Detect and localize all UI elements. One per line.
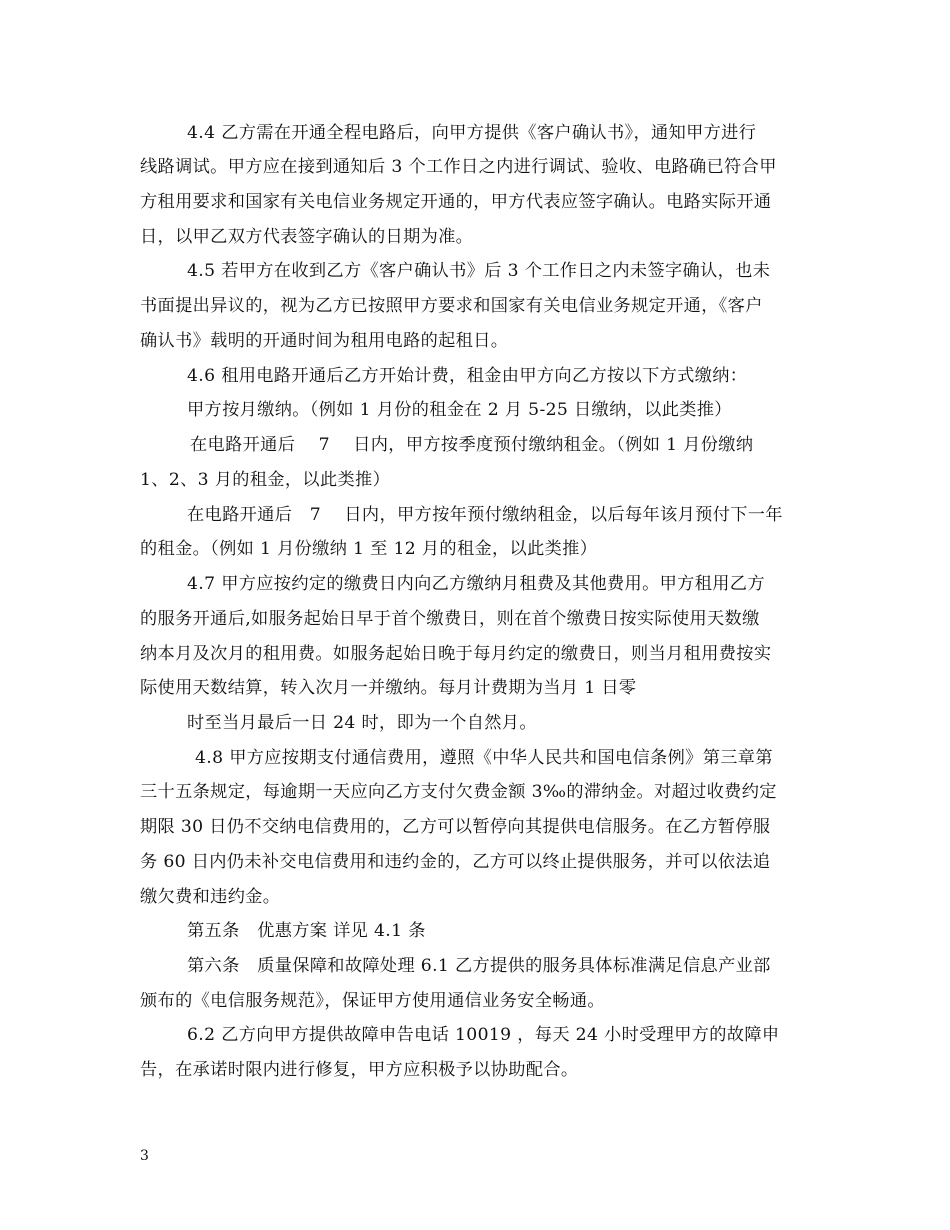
text-line: 第五条 优惠方案 详见 4.1 条 <box>187 921 426 941</box>
text-line: 务 60 日内仍未补交电信费用和违约金的，乙方可以终止提供服务，并可以依法追 <box>140 852 771 872</box>
text-line: 的服务开通后,如服务起始日早于首个缴费日，则在首个缴费日按实际使用天数缴 <box>140 609 760 629</box>
text-line: 确认书》载明的开通时间为租用电路的起租日。 <box>140 331 509 351</box>
text-line: 书面提出异议的，视为乙方已按照甲方要求和国家有关电信业务规定开通，《客户 <box>140 296 763 316</box>
text-line: 颁布的《电信服务规范》，保证甲方使用通信业务安全畅通。 <box>140 991 605 1011</box>
text-line: 4.8 甲方应按期支付通信费用，遵照《中华人民共和国电信条例》第三章第 <box>195 748 773 768</box>
text-line: 1、2、3 月的租金，以此类推） <box>140 470 391 490</box>
text-line: 6.2 乙方向甲方提供故障申告电话 10019 ，每天 24 小时受理甲方的故障申 <box>187 1025 780 1045</box>
text-line: 线路调试。甲方应在接到通知后 3 个工作日之内进行调试、验收、电路确已符合甲 <box>140 157 777 177</box>
text-line: 三十五条规定，每逾期一天应向乙方支付欠费金额 3‰的滞纳金。对超过收费约定 <box>140 782 777 802</box>
text-line: 期限 30 日仍不交纳电信费用的，乙方可以暂停向其提供电信服务。在乙方暂停服 <box>140 817 771 837</box>
text-line: 4.4 乙方需在开通全程电路后，向甲方提供《客户确认书》，通知甲方进行 <box>187 123 757 143</box>
text-line: 缴欠费和违约金。 <box>140 887 281 907</box>
text-line: 际使用天数结算，转入次月一并缴纳。每月计费期为当月 1 日零 <box>140 678 637 698</box>
text-line: 日，以甲乙双方代表签字确认的日期为准。 <box>140 227 474 247</box>
text-line: 在电路开通后 7 日内，甲方按季度预付缴纳租金。（例如 1 月份缴纳 <box>190 435 754 455</box>
text-line: 方租用要求和国家有关电信业务规定开通的，甲方代表应签字确认。电路实际开通 <box>140 192 772 212</box>
text-line: 在电路开通后 7 日内，甲方按年预付缴纳租金，以后每年该月预付下一年 <box>187 505 783 525</box>
text-line: 4.6 租用电路开通后乙方开始计费，租金由甲方向乙方按以下方式缴纳： <box>187 366 748 386</box>
page-number: 3 <box>140 1148 149 1164</box>
text-line: 甲方按月缴纳。（例如 1 月份的租金在 2 月 5-25 日缴纳，以此类推） <box>187 400 732 420</box>
text-line: 时至当月最后一日 24 时，即为一个自然月。 <box>187 713 537 733</box>
text-line: 4.5 若甲方在收到乙方《客户确认书》后 3 个工作日之内未签字确认，也未 <box>187 261 771 281</box>
text-line: 4.7 甲方应按约定的缴费日内向乙方缴纳月租费及其他费用。甲方租用乙方 <box>187 574 765 594</box>
text-line: 告，在承诺时限内进行修复，甲方应积极予以协助配合。 <box>140 1060 579 1080</box>
text-line: 第六条 质量保障和故障处理 6.1 乙方提供的服务具体标准满足信息产业部 <box>187 956 771 976</box>
text-line: 的租金。（例如 1 月份缴纳 1 至 12 月的租金，以此类推） <box>140 539 598 559</box>
text-line: 纳本月及次月的租用费。如服务起始日晚于每月约定的缴费日，则当月租用费按实 <box>140 644 772 664</box>
